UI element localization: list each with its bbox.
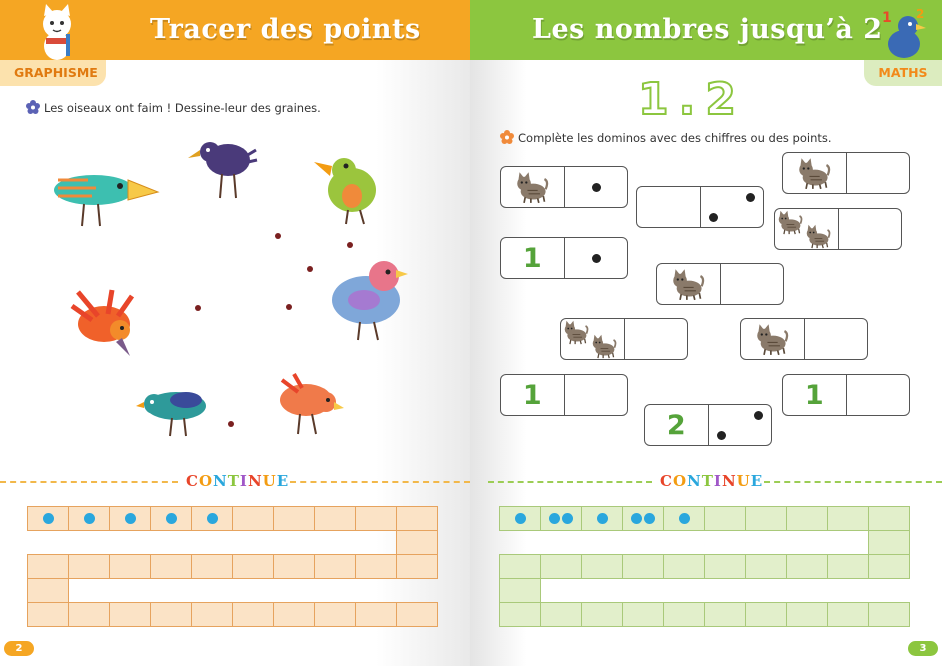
grid-cell[interactable] xyxy=(192,507,233,531)
domino-left-half[interactable] xyxy=(645,405,709,445)
blue-dot xyxy=(84,513,95,524)
domino[interactable] xyxy=(500,166,628,208)
grid-cell[interactable] xyxy=(274,603,315,627)
domino-dot xyxy=(754,411,763,420)
grid-cell[interactable] xyxy=(869,507,910,531)
page-number-left: 2 xyxy=(4,641,34,656)
grid-cell[interactable] xyxy=(787,603,828,627)
continue-text: CONTINUE xyxy=(660,472,764,490)
flower-icon xyxy=(500,130,514,144)
domino-left-half[interactable] xyxy=(637,187,701,227)
domino-right-half[interactable] xyxy=(625,319,688,359)
grid-cell[interactable] xyxy=(233,507,274,531)
grid-cell[interactable] xyxy=(274,555,315,579)
grid-cell[interactable] xyxy=(233,603,274,627)
svg-text:1: 1 xyxy=(882,10,892,26)
subject-tab-maths: MATHS xyxy=(864,60,942,86)
grid-gap xyxy=(541,531,582,555)
blue-dot xyxy=(43,513,54,524)
seed-dot xyxy=(347,242,353,248)
grid-cell[interactable] xyxy=(151,603,192,627)
grid-gap xyxy=(28,531,69,555)
continue-text: CONTINUE xyxy=(186,472,290,490)
grid-cell[interactable] xyxy=(233,555,274,579)
left-page-title: Tracer des points xyxy=(150,14,421,45)
cat-icon xyxy=(591,333,617,359)
grid-cell[interactable] xyxy=(500,555,541,579)
blue-dot xyxy=(562,513,573,524)
grid-gap xyxy=(233,579,274,603)
grid-cell[interactable] xyxy=(192,603,233,627)
left-continue-label xyxy=(186,472,289,490)
grid-cell[interactable] xyxy=(664,603,705,627)
grid-gap xyxy=(828,531,869,555)
grid-cell[interactable] xyxy=(746,603,787,627)
left-dot-grid xyxy=(27,506,438,627)
grid-cell[interactable] xyxy=(356,555,397,579)
page-number-right: 3 xyxy=(908,641,938,656)
grid-cell[interactable] xyxy=(828,603,869,627)
grid-gap xyxy=(828,579,869,603)
left-instruction-text: Les oiseaux ont faim ! Dessine-leur des graines. xyxy=(44,101,321,115)
grid-gap xyxy=(315,531,356,555)
grid-gap xyxy=(192,579,233,603)
bird-illustration-6 xyxy=(136,382,212,438)
grid-cell[interactable] xyxy=(828,555,869,579)
grid-gap xyxy=(192,531,233,555)
domino-dot xyxy=(592,183,601,192)
grid-gap xyxy=(151,579,192,603)
right-dot-grid xyxy=(499,506,910,627)
grid-gap xyxy=(110,579,151,603)
domino-left-half[interactable] xyxy=(657,264,721,304)
domino[interactable] xyxy=(656,263,784,305)
seed-dot xyxy=(195,305,201,311)
grid-cell[interactable] xyxy=(869,603,910,627)
grid-cell[interactable] xyxy=(664,507,705,531)
domino-digit: 1 xyxy=(522,379,542,411)
grid-cell[interactable] xyxy=(397,531,438,555)
domino[interactable] xyxy=(782,374,910,416)
grid-cell[interactable] xyxy=(705,603,746,627)
domino[interactable] xyxy=(740,318,868,360)
grid-cell[interactable] xyxy=(664,555,705,579)
domino-dot xyxy=(717,431,726,440)
big-numbers-1-2: 1.2 xyxy=(638,74,746,125)
grid-cell[interactable] xyxy=(500,579,541,603)
bird-illustration-4 xyxy=(326,256,410,342)
grid-cell[interactable] xyxy=(500,603,541,627)
grid-cell[interactable] xyxy=(28,579,69,603)
grid-gap xyxy=(151,531,192,555)
domino-right-half[interactable] xyxy=(709,405,772,445)
blue-dot xyxy=(644,513,655,524)
grid-gap xyxy=(274,531,315,555)
grid-cell[interactable] xyxy=(541,507,582,531)
grid-gap xyxy=(623,579,664,603)
right-page xyxy=(470,0,942,666)
grid-gap xyxy=(356,579,397,603)
right-instruction xyxy=(500,130,832,145)
domino-right-half[interactable] xyxy=(701,187,764,227)
grid-cell[interactable] xyxy=(151,507,192,531)
grid-cell[interactable] xyxy=(274,507,315,531)
domino-right-half[interactable] xyxy=(721,264,784,304)
grid-cell[interactable] xyxy=(315,507,356,531)
bird-illustration-1 xyxy=(52,166,162,232)
grid-gap xyxy=(623,531,664,555)
grid-gap xyxy=(746,579,787,603)
domino-right-half[interactable] xyxy=(565,375,628,415)
grid-cell[interactable] xyxy=(397,507,438,531)
grid-cell[interactable] xyxy=(787,555,828,579)
bird-illustration-2 xyxy=(188,136,258,202)
domino-digit: 1 xyxy=(522,242,542,274)
domino-right-half[interactable] xyxy=(847,375,910,415)
grid-cell[interactable] xyxy=(28,507,69,531)
grid-cell[interactable] xyxy=(623,507,664,531)
domino-left-half[interactable] xyxy=(501,375,565,415)
grid-cell[interactable] xyxy=(69,603,110,627)
grid-gap xyxy=(582,579,623,603)
bird-illustration-5 xyxy=(68,286,144,358)
right-page-title: Les nombres jusqu’à 2 xyxy=(532,14,883,45)
grid-cell[interactable] xyxy=(397,555,438,579)
grid-cell[interactable] xyxy=(356,507,397,531)
cat-icon xyxy=(805,223,831,249)
grid-cell[interactable] xyxy=(315,555,356,579)
grid-cell[interactable] xyxy=(110,603,151,627)
grid-cell[interactable] xyxy=(623,555,664,579)
grid-gap xyxy=(500,531,541,555)
domino-dot xyxy=(592,254,601,263)
domino-left-half[interactable] xyxy=(783,153,847,193)
grid-gap xyxy=(664,531,705,555)
grid-cell[interactable] xyxy=(623,603,664,627)
grid-gap xyxy=(69,531,110,555)
seed-dot xyxy=(275,233,281,239)
left-page xyxy=(0,0,470,666)
grid-cell[interactable] xyxy=(541,555,582,579)
grid-cell[interactable] xyxy=(69,555,110,579)
grid-cell[interactable] xyxy=(746,507,787,531)
grid-gap xyxy=(69,579,110,603)
blue-dot xyxy=(679,513,690,524)
cat-mascot-icon xyxy=(30,4,84,64)
domino-left-half[interactable] xyxy=(501,167,565,207)
cat-icon xyxy=(671,267,705,301)
blue-dot xyxy=(166,513,177,524)
grid-gap xyxy=(582,531,623,555)
grid-gap xyxy=(664,579,705,603)
right-header xyxy=(470,0,942,60)
grid-cell[interactable] xyxy=(582,555,623,579)
grid-gap xyxy=(541,579,582,603)
blue-dot xyxy=(207,513,218,524)
subject-tab-graphisme: GRAPHISME xyxy=(0,60,106,86)
grid-cell[interactable] xyxy=(397,603,438,627)
domino-left-half[interactable] xyxy=(741,319,805,359)
domino[interactable] xyxy=(644,404,772,446)
domino-left-half[interactable] xyxy=(783,375,847,415)
seed-dot xyxy=(307,266,313,272)
cat-icon xyxy=(755,322,789,356)
grid-cell[interactable] xyxy=(28,555,69,579)
domino-digit: 1 xyxy=(804,379,824,411)
blue-dot xyxy=(549,513,560,524)
domino-right-half[interactable] xyxy=(839,209,902,249)
grid-gap xyxy=(705,579,746,603)
grid-cell[interactable] xyxy=(500,507,541,531)
cat-icon xyxy=(797,156,831,190)
grid-gap xyxy=(233,531,274,555)
grid-cell[interactable] xyxy=(192,555,233,579)
domino-left-half[interactable] xyxy=(501,238,565,278)
grid-gap xyxy=(110,531,151,555)
left-continue-banner xyxy=(0,472,470,492)
grid-gap xyxy=(397,579,438,603)
grid-gap xyxy=(356,531,397,555)
domino-left-half[interactable] xyxy=(561,319,625,359)
domino[interactable] xyxy=(636,186,764,228)
right-continue-banner xyxy=(470,472,942,492)
grid-cell[interactable] xyxy=(110,507,151,531)
domino-right-half[interactable] xyxy=(565,238,628,278)
grid-cell[interactable] xyxy=(705,507,746,531)
grid-cell[interactable] xyxy=(69,507,110,531)
grid-cell[interactable] xyxy=(356,603,397,627)
grid-cell[interactable] xyxy=(582,603,623,627)
cat-icon xyxy=(777,209,803,235)
bird-mascot-icon xyxy=(876,6,930,62)
grid-cell[interactable] xyxy=(315,603,356,627)
domino[interactable] xyxy=(500,374,628,416)
grid-cell[interactable] xyxy=(869,555,910,579)
domino-right-half[interactable] xyxy=(805,319,868,359)
blue-dot xyxy=(125,513,136,524)
grid-cell[interactable] xyxy=(28,603,69,627)
domino-left-half[interactable] xyxy=(775,209,839,249)
grid-cell[interactable] xyxy=(705,555,746,579)
grid-gap xyxy=(274,579,315,603)
seed-dot xyxy=(286,304,292,310)
right-instruction-text: Complète les dominos avec des chiffres ou des points. xyxy=(518,131,832,145)
domino-dot xyxy=(709,213,718,222)
blue-dot xyxy=(631,513,642,524)
cat-icon xyxy=(515,170,549,204)
grid-cell[interactable] xyxy=(787,507,828,531)
grid-cell[interactable] xyxy=(828,507,869,531)
domino[interactable] xyxy=(782,152,910,194)
bird-illustration-7 xyxy=(272,372,346,436)
grid-cell[interactable] xyxy=(541,603,582,627)
blue-dot xyxy=(515,513,526,524)
left-instruction xyxy=(26,100,321,115)
grid-gap xyxy=(787,579,828,603)
grid-gap xyxy=(705,531,746,555)
grid-cell[interactable] xyxy=(582,507,623,531)
domino-right-half[interactable] xyxy=(565,167,628,207)
grid-gap xyxy=(746,531,787,555)
grid-gap xyxy=(315,579,356,603)
domino-digit: 2 xyxy=(666,409,686,441)
right-continue-label xyxy=(660,472,763,490)
domino-dot xyxy=(746,193,755,202)
grid-gap xyxy=(869,579,910,603)
grid-cell[interactable] xyxy=(110,555,151,579)
grid-cell[interactable] xyxy=(869,531,910,555)
flower-icon xyxy=(26,100,40,114)
domino[interactable] xyxy=(500,237,628,279)
domino[interactable] xyxy=(560,318,688,360)
grid-cell[interactable] xyxy=(746,555,787,579)
svg-text:2: 2 xyxy=(916,7,925,21)
blue-dot xyxy=(597,513,608,524)
bird-illustration-3 xyxy=(312,152,384,226)
domino-right-half[interactable] xyxy=(847,153,910,193)
grid-gap xyxy=(787,531,828,555)
seed-dot xyxy=(228,421,234,427)
domino[interactable] xyxy=(774,208,902,250)
cat-icon xyxy=(563,319,589,345)
grid-cell[interactable] xyxy=(151,555,192,579)
